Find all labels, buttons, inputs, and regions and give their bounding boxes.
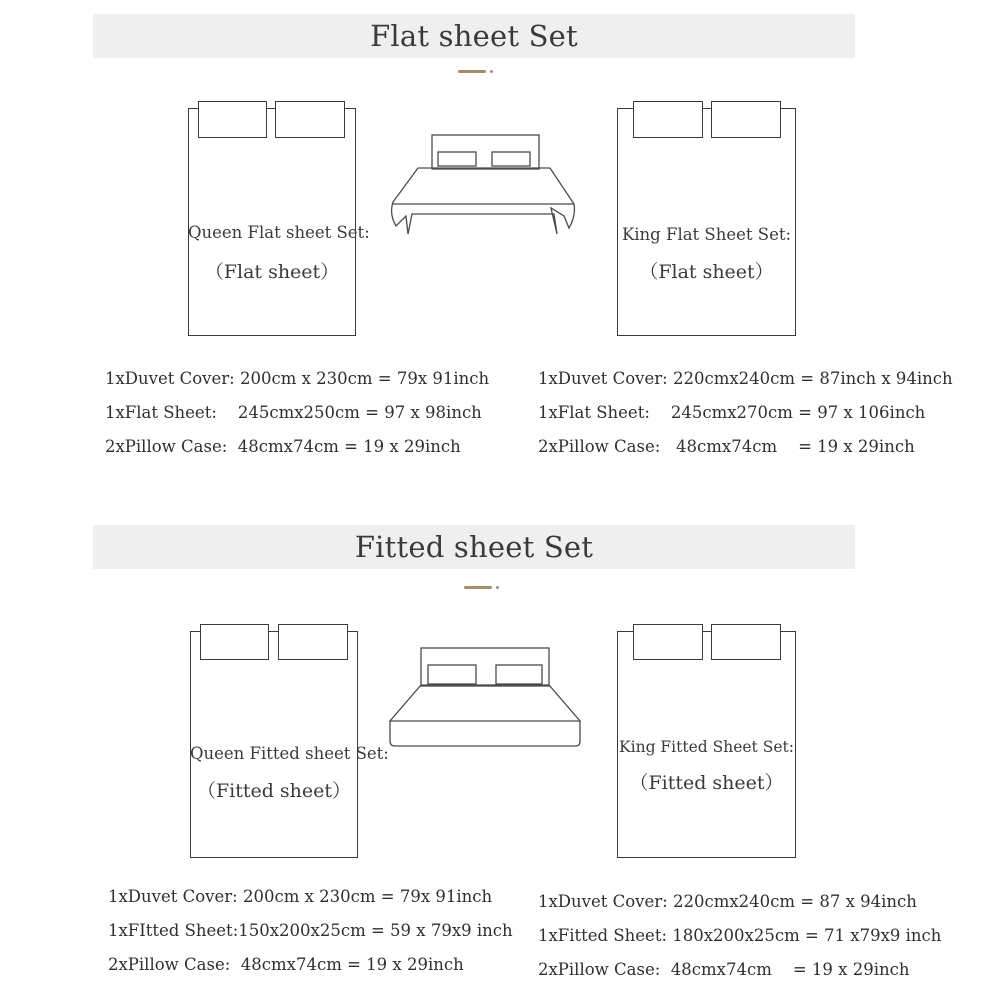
queen-fitted-label: Queen Fitted sheet Set:	[190, 744, 389, 763]
king-fitted-spec-sheet: 1xFitted Sheet: 180x200x25cm = 71 x79x9 inch	[538, 926, 942, 945]
queen-flat-sub: （Flat sheet）	[204, 261, 340, 283]
king-fitted-spec-duvet: 1xDuvet Cover: 220cmx240cm = 87 x 94inch	[538, 892, 917, 911]
flat-section-title: Flat sheet Set	[93, 14, 855, 58]
queen-flat-spec-pillow: 2xPillow Case: 48cmx74cm = 19 x 29inch	[105, 437, 461, 456]
queen-flat-spec-duvet: 1xDuvet Cover: 200cm x 230cm = 79x 91inch	[105, 369, 490, 388]
pillow-left	[633, 624, 703, 660]
king-fitted-label: King Fitted Sheet Set:	[619, 738, 794, 756]
pillow-left	[200, 624, 269, 660]
queen-fitted-spec-sheet: 1xFItted Sheet:150x200x25cm = 59 x 79x9 inch	[108, 921, 513, 940]
pillow-right	[278, 624, 348, 660]
queen-fitted-diagram	[190, 624, 389, 858]
fitted-section-title: Fitted sheet Set	[93, 525, 855, 569]
king-fitted-diagram	[617, 624, 796, 858]
king-flat-sub: （Flat sheet）	[639, 261, 774, 283]
title-ornament-dot	[496, 586, 499, 589]
fitted-sheet-bed-icon	[388, 645, 584, 749]
title-ornament	[464, 586, 492, 589]
king-fitted-spec-pillow: 2xPillow Case: 48cmx74cm = 19 x 29inch	[538, 960, 910, 979]
queen-fitted-spec-duvet: 1xDuvet Cover: 200cm x 230cm = 79x 91inch	[108, 887, 493, 906]
king-flat-label: King Flat Sheet Set:	[621, 225, 792, 244]
queen-flat-spec-sheet: 1xFlat Sheet: 245cmx250cm = 97 x 98inch	[105, 403, 482, 422]
pillow-right	[711, 624, 781, 660]
queen-fitted-sub: （Fitted sheet）	[196, 780, 352, 802]
queen-fitted-spec-pillow: 2xPillow Case: 48cmx74cm = 19 x 29inch	[108, 955, 464, 974]
queen-flat-label: Queen Flat sheet Set:	[188, 223, 370, 242]
king-flat-spec-pillow: 2xPillow Case: 48cmx74cm = 19 x 29inch	[538, 437, 915, 456]
king-flat-spec-duvet: 1xDuvet Cover: 220cmx240cm = 87inch x 94inch	[538, 369, 953, 388]
king-flat-spec-sheet: 1xFlat Sheet: 245cmx270cm = 97 x 106inch	[538, 403, 926, 422]
king-fitted-sub: （Fitted sheet）	[629, 772, 784, 794]
